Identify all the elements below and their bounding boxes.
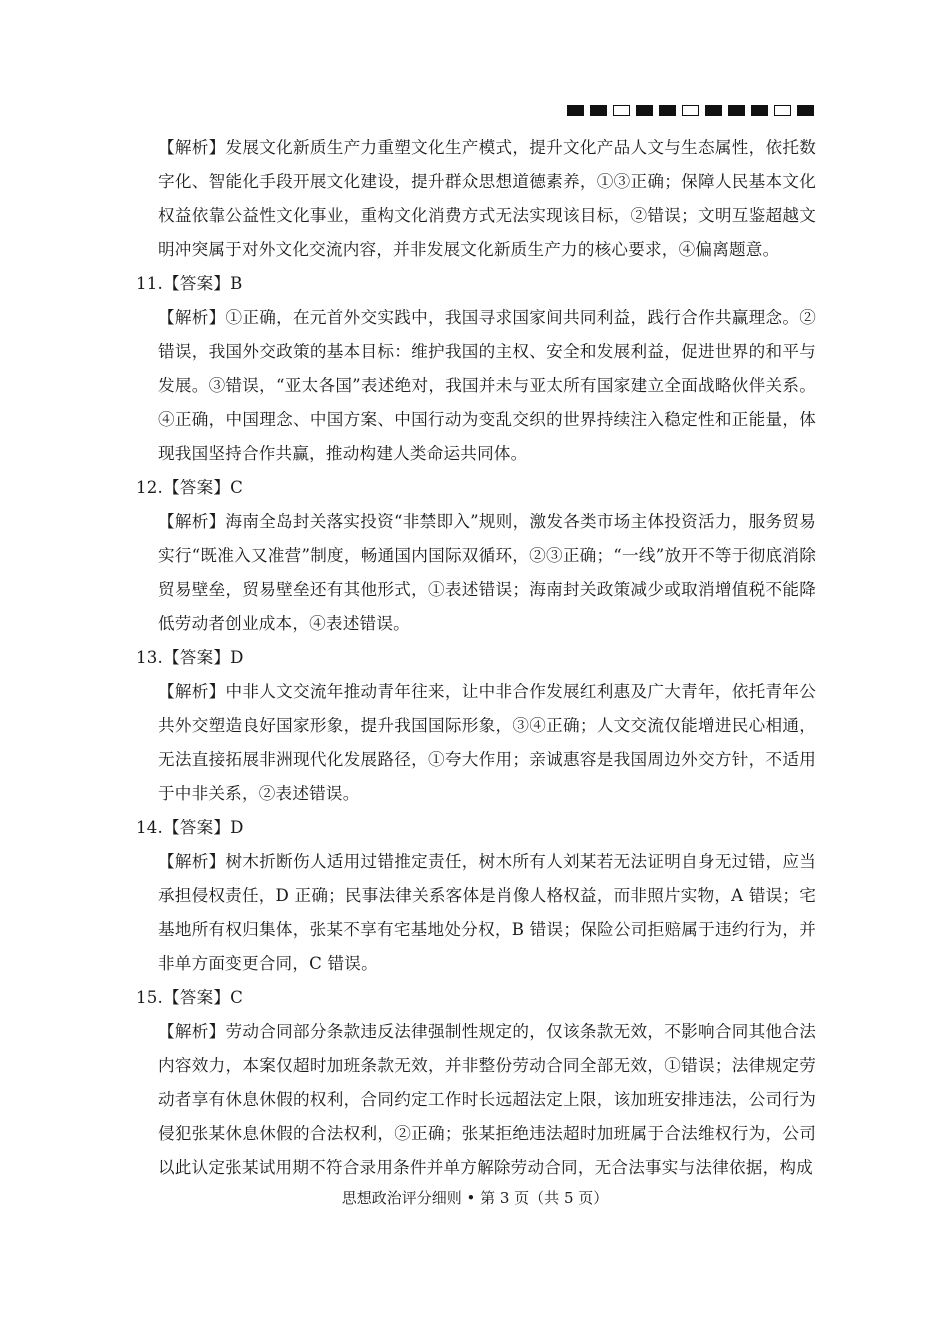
document-body <box>136 131 816 1185</box>
header-mark <box>590 105 607 116</box>
header-mark <box>659 105 676 116</box>
answer-13: 13.【答案】D <box>136 648 244 667</box>
explanation-11: 【解析】①正确，在元首外交实践中，我国寻求国家间共同利益，践行合作共赢理念。②错误，我国外交政策的基本目标：维护我国的主权、安全和发展利益，促进世界的和平与发展。③错误，“亚太各国”表述绝对，我国并未与亚太所有国家建立全面战略伙伴关系。④正确，中国理念、中国方案、中国行动为变乱交织的世界持续注入稳定性和正能量，体现我国坚持合作共赢，推动构建人类命运共同体。 <box>158 308 816 463</box>
header-mark <box>567 105 584 116</box>
header-mark <box>613 105 630 116</box>
header-marks <box>567 105 814 116</box>
explanation-15: 【解析】劳动合同部分条款违反法律强制性规定的，仅该条款无效，不影响合同其他合法内容效力，本案仅超时加班条款无效，并非整份劳动合同全部无效，①错误；法律规定劳动者享有休息休假的权利，合同约定工作时长远超法定上限，该加班安排违法，公司行为侵犯张某休息休假的合法权利，②正确；张某拒绝违法超时加班属于合法维权行为，公司以此认定张某试用期不符合录用条件并单方解除劳动合同，无合法事实与法律依据，构成 <box>158 1022 816 1177</box>
header-mark <box>774 105 791 116</box>
explanation-14: 【解析】树木折断伤人适用过错推定责任，树木所有人刘某若无法证明自身无过错，应当承担侵权责任，D 正确；民事法律关系客体是肖像人格权益，而非照片实物，A 错误；宅基地所有权归集体，张某不享有宅基地处分权，B 错误；保险公司拒赔属于违约行为，并非单方面变更合同，C 错误。 <box>158 852 817 973</box>
answer-11: 11.【答案】B <box>136 274 243 293</box>
header-mark <box>682 105 699 116</box>
explanation-13: 【解析】中非人文交流年推动青年往来，让中非合作发展红利惠及广大青年，依托青年公共外交塑造良好国家形象，提升我国国际形象，③④正确；人文交流仅能增进民心相通，无法直接拓展非洲现代化发展路径，①夸大作用；亲诚惠容是我国周边外交方针，不适用于中非关系，②表述错误。 <box>158 682 816 803</box>
page-footer: 思想政治评分细则 • 第 3 页（共 5 页） <box>341 1189 609 1207</box>
answer-15: 15.【答案】C <box>136 988 244 1007</box>
header-mark <box>728 105 745 116</box>
explanation-12: 【解析】海南全岛封关落实投资“非禁即入”规则，激发各类市场主体投资活力，服务贸易实行“既准入又准营”制度，畅通国内国际双循环，②③正确；“一线”放开不等于彻底消除贸易壁垒，贸易壁垒还有其他形式，①表述错误；海南封关政策减少或取消增值税不能降低劳动者创业成本，④表述错误。 <box>158 512 816 633</box>
header-mark <box>636 105 653 116</box>
header-mark <box>751 105 768 116</box>
answer-12: 12.【答案】C <box>136 478 244 497</box>
header-mark <box>705 105 722 116</box>
header-mark <box>797 105 814 116</box>
answer-14: 14.【答案】D <box>136 818 244 837</box>
explanation-10: 【解析】发展文化新质生产力重塑文化生产模式，提升文化产品人文与生态属性，依托数字化、智能化手段开展文化建设，提升群众思想道德素养，①③正确；保障人民基本文化权益依靠公益性文化事业，重构文化消费方式无法实现该目标，②错误；文明互鉴超越文明冲突属于对外文化交流内容，并非发展文化新质生产力的核心要求，④偏离题意。 <box>158 138 816 259</box>
